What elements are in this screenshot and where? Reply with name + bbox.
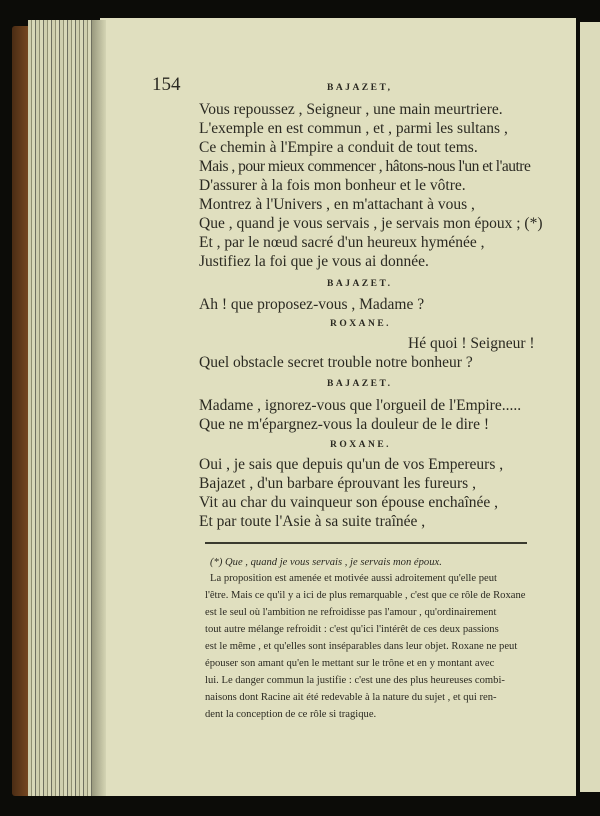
verse-line: Montrez à l'Univers , en m'attachant à vous , [199,196,475,213]
verse-line: Justifiez la foi que je vous ai donnée. [199,253,429,270]
verse-line: L'exemple en est commun , et , parmi les sultans , [199,120,508,137]
verse-line: Mais , pour mieux commencer , hâtons-nous l'un et l'autre [199,158,531,175]
verse-line: Et , par le nœud sacré d'un heureux hyménée , [199,234,485,251]
footnote-line: est le seul où l'ambition ne refroidisse pas l'amour , qu'ordinairement [205,607,497,618]
next-page-edge [580,22,600,792]
verse-line: Bajazet , d'un barbare éprouvant les fureurs , [199,475,476,492]
verse-line: Ah ! que proposez-vous , Madame ? [199,296,425,313]
running-title: BAJAZET, [327,83,393,93]
verse-line: Que , quand je vous servais , je servais mon époux ; (*) [199,215,543,232]
verse-line: Madame , ignorez-vous que l'orgueil de l'Empire..... [199,397,522,414]
footnote-line: l'être. Mais ce qu'il y a ici de plus remarquable , c'est que ce rôle de Roxane [205,590,526,601]
page-edges [28,20,100,796]
footnote-line: La proposition est amenée et motivée aussi adroitement qu'elle peut [210,573,497,584]
footnote-line: lui. Le danger commun la justifie : c'est une des plus heureuses combi- [205,675,505,686]
speaker-name: BAJAZET. [327,379,393,389]
verse-line: Ce chemin à l'Empire a conduit de tout tems. [199,139,478,156]
verse-line: Et par toute l'Asie à sa suite traînée , [199,513,426,530]
page-number: 154 [152,74,181,95]
speaker-name: ROXANE. [330,440,392,450]
footnote-title: (*) Que , quand je vous servais , je servais mon époux. [210,557,442,568]
verse-line: Vous repoussez , Seigneur , une main meurtriere. [199,101,503,118]
gutter [92,20,106,796]
verse-line: Que ne m'épargnez-vous la douleur de le dire ! [199,416,490,433]
footnote-line: est le même , et qu'elles sont inséparables dans leur objet. Roxane ne peut [205,641,518,652]
verse-line: Hé quoi ! Seigneur ! [408,335,535,352]
verse-line: Quel obstacle secret trouble notre bonheur ? [199,354,473,371]
footnote-line: épouser son amant qu'en le mettant sur le trône et en y montant avec [205,658,495,669]
verse-line: D'assurer à la fois mon bonheur et le vôtre. [199,177,466,194]
footnote-line: dent la conception de ce rôle si tragique. [205,709,377,720]
footnote-divider [205,542,527,544]
footnote-line: tout autre mélange refroidit : c'est qu'ici l'intérêt de ces deux passions [205,624,499,635]
speaker-name: ROXANE. [330,319,392,329]
verse-line: Vit au char du vainqueur son épouse enchaînée , [199,494,499,511]
speaker-name: BAJAZET. [327,279,393,289]
verse-line: Oui , je sais que depuis qu'un de vos Empereurs , [199,456,504,473]
footnote-line: naisons dont Racine ait été redevable à la nature du sujet , et qui ren- [205,692,497,703]
